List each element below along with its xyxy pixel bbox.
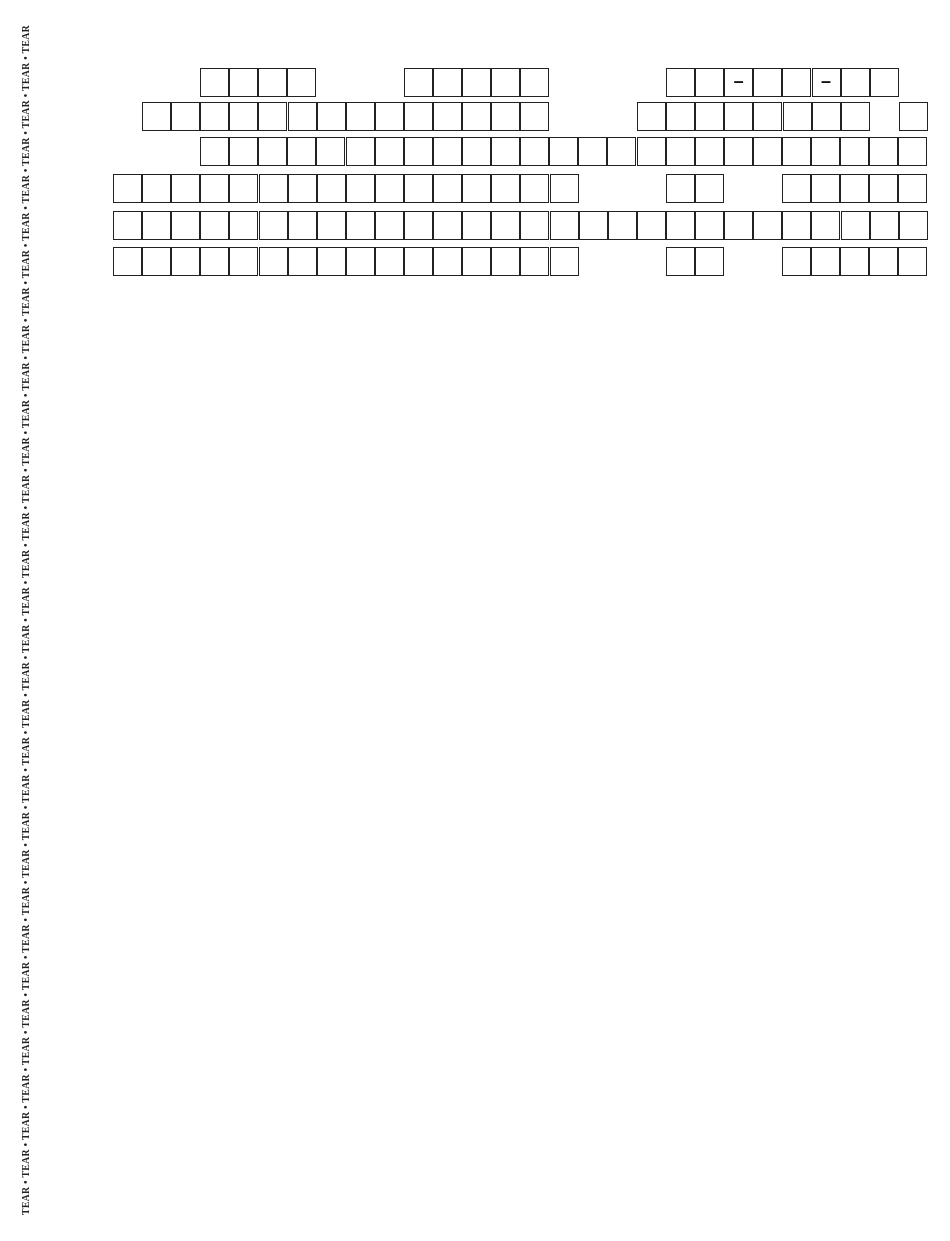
char-box[interactable]	[200, 68, 229, 97]
char-box[interactable]	[258, 102, 287, 131]
char-box[interactable]	[404, 247, 433, 276]
char-box[interactable]	[171, 247, 200, 276]
char-box[interactable]	[869, 247, 898, 276]
char-box[interactable]	[520, 102, 549, 131]
char-box[interactable]	[899, 211, 928, 240]
char-box[interactable]	[200, 211, 229, 240]
char-box[interactable]	[782, 247, 811, 276]
char-box[interactable]	[520, 68, 549, 97]
char-box[interactable]	[433, 137, 462, 166]
char-box[interactable]	[695, 137, 724, 166]
char-box[interactable]	[113, 247, 142, 276]
char-box[interactable]	[346, 174, 375, 203]
char-box[interactable]	[375, 102, 404, 131]
char-box[interactable]	[840, 174, 869, 203]
char-box[interactable]	[288, 174, 317, 203]
char-box[interactable]	[287, 68, 316, 97]
char-box[interactable]	[316, 137, 345, 166]
char-box[interactable]	[520, 211, 549, 240]
char-box[interactable]	[317, 174, 346, 203]
char-box[interactable]	[782, 174, 811, 203]
char-box[interactable]	[288, 102, 317, 131]
character-box-form	[0, 0, 950, 300]
char-box[interactable]	[229, 174, 258, 203]
char-box[interactable]	[898, 174, 927, 203]
char-box[interactable]	[666, 137, 695, 166]
char-box[interactable]	[171, 174, 200, 203]
char-box[interactable]	[579, 211, 608, 240]
char-box[interactable]	[346, 102, 375, 131]
char-box[interactable]	[666, 102, 695, 131]
char-box[interactable]	[898, 137, 927, 166]
char-box[interactable]	[433, 68, 462, 97]
char-box[interactable]	[811, 137, 840, 166]
char-box[interactable]	[550, 247, 579, 276]
char-box[interactable]	[462, 137, 491, 166]
char-box[interactable]	[258, 137, 287, 166]
char-box[interactable]	[462, 211, 491, 240]
char-box[interactable]	[142, 211, 171, 240]
char-box[interactable]	[404, 102, 433, 131]
char-box[interactable]	[259, 211, 288, 240]
char-box[interactable]: –	[812, 68, 841, 97]
char-box[interactable]	[462, 247, 491, 276]
char-box[interactable]	[608, 211, 637, 240]
char-box[interactable]	[287, 137, 316, 166]
char-box[interactable]	[491, 174, 520, 203]
char-box[interactable]	[840, 137, 869, 166]
char-box[interactable]	[258, 68, 287, 97]
char-box[interactable]	[550, 211, 579, 240]
char-box[interactable]	[753, 211, 782, 240]
char-box[interactable]	[404, 68, 433, 97]
char-box[interactable]	[578, 137, 607, 166]
char-box[interactable]	[724, 102, 753, 131]
char-box[interactable]	[317, 102, 346, 131]
char-box[interactable]	[259, 247, 288, 276]
char-box[interactable]	[462, 102, 491, 131]
char-box[interactable]	[375, 174, 404, 203]
char-box[interactable]	[142, 247, 171, 276]
char-box[interactable]	[811, 247, 840, 276]
char-box[interactable]	[288, 247, 317, 276]
char-box[interactable]	[753, 102, 782, 131]
char-box[interactable]	[637, 211, 666, 240]
char-box[interactable]	[695, 174, 724, 203]
char-box[interactable]	[200, 174, 229, 203]
char-box[interactable]	[317, 211, 346, 240]
char-box[interactable]	[142, 174, 171, 203]
char-box[interactable]	[491, 247, 520, 276]
char-box[interactable]	[520, 247, 549, 276]
char-box[interactable]	[375, 247, 404, 276]
char-box[interactable]	[695, 68, 724, 97]
char-box[interactable]	[782, 211, 811, 240]
char-box[interactable]	[666, 247, 695, 276]
char-box[interactable]	[666, 211, 695, 240]
char-box[interactable]	[782, 68, 811, 97]
char-box[interactable]	[346, 247, 375, 276]
char-box[interactable]	[375, 211, 404, 240]
char-box[interactable]	[462, 68, 491, 97]
char-box[interactable]	[783, 102, 812, 131]
tear-strip-text: TEAR • TEAR • TEAR • TEAR • TEAR • TEAR • TEAR • TEAR • TEAR • TEAR • TEAR • TEAR • TEAR • TEAR • TEAR • TEAR • TEAR • TEAR • TEAR • TEAR • TEAR • TEAR • TEAR • TEAR • TEAR • TEAR • TEAR • TEAR • TEAR • TEAR • TEAR • TEAR	[21, 1, 32, 1215]
char-box[interactable]	[695, 211, 724, 240]
char-box[interactable]	[841, 68, 870, 97]
char-box[interactable]	[288, 211, 317, 240]
char-box[interactable]	[812, 102, 841, 131]
char-box[interactable]	[491, 211, 520, 240]
char-box[interactable]	[869, 174, 898, 203]
char-box[interactable]	[113, 174, 142, 203]
char-box[interactable]	[259, 174, 288, 203]
char-box[interactable]	[229, 102, 258, 131]
char-box[interactable]	[171, 102, 200, 131]
char-box[interactable]	[898, 247, 927, 276]
char-box[interactable]	[346, 211, 375, 240]
char-box[interactable]	[753, 68, 782, 97]
char-box[interactable]	[811, 174, 840, 203]
char-box[interactable]: –	[724, 68, 753, 97]
char-box[interactable]	[404, 174, 433, 203]
char-box[interactable]	[433, 247, 462, 276]
char-box[interactable]	[520, 174, 549, 203]
char-box[interactable]	[113, 211, 142, 240]
char-box[interactable]	[695, 247, 724, 276]
char-box[interactable]	[491, 102, 520, 131]
char-box[interactable]	[724, 137, 753, 166]
char-box[interactable]	[171, 211, 200, 240]
char-box[interactable]	[491, 68, 520, 97]
char-box[interactable]	[550, 174, 579, 203]
char-box[interactable]	[142, 102, 171, 131]
char-box[interactable]	[841, 211, 870, 240]
char-box[interactable]	[666, 174, 695, 203]
char-box[interactable]	[200, 137, 229, 166]
char-box[interactable]	[520, 137, 549, 166]
char-box[interactable]	[229, 137, 258, 166]
char-box[interactable]	[317, 247, 346, 276]
char-box[interactable]	[404, 211, 433, 240]
char-box[interactable]	[229, 247, 258, 276]
char-box[interactable]	[404, 137, 433, 166]
char-box[interactable]	[200, 247, 229, 276]
char-box[interactable]	[433, 174, 462, 203]
char-box[interactable]	[870, 68, 899, 97]
char-box[interactable]	[840, 247, 869, 276]
char-box[interactable]	[607, 137, 636, 166]
char-box[interactable]	[666, 68, 695, 97]
char-box[interactable]	[346, 137, 375, 166]
char-box[interactable]	[462, 174, 491, 203]
char-box[interactable]	[695, 102, 724, 131]
char-box[interactable]	[433, 102, 462, 131]
char-box[interactable]	[229, 68, 258, 97]
char-box[interactable]	[724, 211, 753, 240]
char-box[interactable]	[753, 137, 782, 166]
char-box[interactable]	[870, 211, 899, 240]
char-box[interactable]	[782, 137, 811, 166]
char-box[interactable]	[375, 137, 404, 166]
char-box[interactable]	[899, 102, 928, 131]
char-box[interactable]	[811, 211, 840, 240]
char-box[interactable]	[433, 211, 462, 240]
char-box[interactable]	[637, 137, 666, 166]
char-box[interactable]	[491, 137, 520, 166]
char-box[interactable]	[841, 102, 870, 131]
char-box[interactable]	[549, 137, 578, 166]
char-box[interactable]	[200, 102, 229, 131]
char-box[interactable]	[637, 102, 666, 131]
char-box[interactable]	[229, 211, 258, 240]
char-box[interactable]	[869, 137, 898, 166]
